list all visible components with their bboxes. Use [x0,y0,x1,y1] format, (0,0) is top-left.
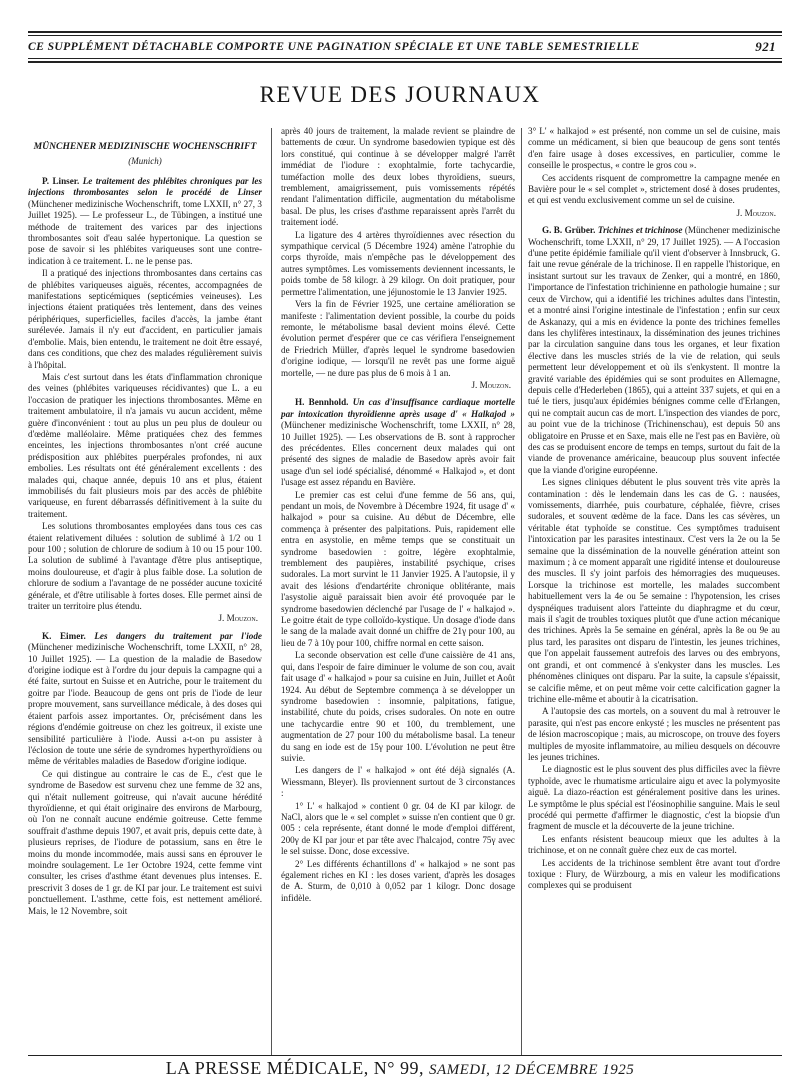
paragraph: Il a pratiqué des injections thrombosantes dans certains cas de phlébites variqueuses aiguës, récentes, accompagnées de manifestations septicémiques (septicémies veineuses). Les injections étaient pratiquées très lentement, dans des veines périphériques, superficielles, faciles d'accès, la jambe étant surélevée. Jamais il n'y eut d'accident, en particulier jamais d'embolie. Mais, bien entendu, le traitement ne doit être essayé, dans ces conditions, que chez des malades régulièrement suivis à l'hôpital. [28,268,262,370]
column-3 [528,126,780,893]
paragraph: Mais c'est surtout dans les états d'inflammation chronique des veines (phlébites variqueuses récidivantes) que L. a eu l'occasion de pratiquer les injections thrombosantes. Même en traitement ambulatoire, il n'a jamais vu aucun accident, même guère d'inconvénient : tout au plus un peu plus de douleur ou d'œdème malléolaire. Même pratiquées chez des femmes enceintes, les injections thrombosantes n'ont créé aucune prédisposition aux phlébites puerpérales profondes, ni aux embolies. Les résultats ont été généralement excellents : des malades qui, chaque année, depuis 10 ans et plus, étaient immobilisés du fait plusieurs mois par des accès de phlébite variqueuse, en furent débarrassés définitivement à la suite du traitement. [28,371,262,519]
article-title: Les dangers du traitement par l'iode [94,630,262,641]
running-header [28,40,782,56]
paragraph: Ces accidents risquent de compromettre la campagne menée en Bavière pour le « sel complet », strictement dosé à doses prudentes, et qui est vendu exclusivement comme un sel de cuisine. [528,172,780,206]
paragraph: Les enfants résistent beaucoup mieux que les adultes à la trichinose, et on ne connaît guère chez eux de cas mortel. [528,833,780,856]
article-author: H. Bennhold. [295,397,349,408]
article-signature: J. Mouzon. [736,207,776,218]
footer-date: SAMEDI, 12 DÉCEMBRE 1925 [428,1062,635,1078]
paragraph: A l'autopsie des cas mortels, on a souvent du mal à retrouver le parasite, qui n'est pas encore enkysté ; les muscles ne présentent pas de lésion macroscopique ; mais, au microscope, on trouve des foyers multiples de myosite inflammatoire, au milieu desquels on découvre les jeunes trichines. [528,706,780,762]
article-signature: J. Mouzon. [471,379,511,390]
article-author: P. Linser. [42,176,80,186]
paragraph: La seconde observation est celle d'une caissière de 41 ans, qui, dans l'espoir de faire diminuer le volume de son cou, avait fait usage d' « halkajod » pour sa cuisine en Juin, Juillet et Août 1924. Au début de Septembre commença à se développer un syndrome basedowien : insomnie, palpitations, fatigue, instabilité, chute du poids, crises sudorales. On note en outre une tachycardie entre 90 et 100, du tremblement, une augmentation de 27 pour 100 du métabolisme basal. La teneur du sang en iode est de 15γ pour 100. L'évolution ne peut être suivie. [281,650,515,763]
paragraph: après 40 jours de traitement, la malade revient se plaindre de battements de cœur. Un syndrome basedowien typique est dès lors constitué, qui continue à se développer malgré l'arrêt immédiat de l'iodure : exophtalmie, forte tachycardie, tuméfaction molle des deux lobes thyroïdiens, sueurs, tremblement, amaigrissement, puis vomissements répétés rendant l'alimentation difficile, augmentation du métabolisme basal. De plus, les crises d'asthme reparaissent après l'arrêt du traitement iodé. [281,126,515,228]
paragraph: Les signes cliniques débutent le plus souvent très vite après la contamination : dès le lendemain dans les cas de G. : nausées, vomissements, diarrhée, puis courbature, céphalée, fièvre, crises sudorales, et souvent œdème de la face. Dans les cas sévères, un véritable état typhoïde se constitue. Ces symptômes traduisent l'intoxication par les parasites intestinaux. C'est vers la 2e ou la 5e semaine que la dissémination de la nouvelle génération atteint son maximum ; à ce moment apparaît une rigidité intense et douloureuse des muscles. Il s'y joint parfois des hémorragies des muqueuses. Lorsque la trichinose est mortelle, les malades succombent habituellement vers la 4e ou 5e semaine : l'hypotension, les crises dyspnéiques traduisent alors l'atteinte du diaphragme et du cœur, mais il s'agit de troubles toxiques plutôt que d'une action mécanique des trichines. Après la 5e semaine en général, après la 8e ou 9e au plus tard, les parasites ont disparu de l'intestin, les jeunes trichines, que l'on appelait faussement autrefois des larves ou des embryons, ont grandi, et ont commencé à s'enkyster dans les muscles. Les phénomènes cliniques ont disparu. Par la suite, la capsule s'épaissit, se calcifie même, et on peut même voir cette calcification gagner la trichine elle-même et aboutir à la cicatrisation. [528,477,780,704]
paragraph: Les accidents de la trichinose semblent être avant tout d'ordre toxique : Flury, de Würzbourg, a mis en valeur les modifications complexes qui se produisent [528,857,780,891]
article-reference: (Münchener medizinische Wochenschrift, tome LXXII, n° 29, 17 Juillet 1925). — A l'occasion d'une petite épidémie familiale qu'il vient d'observer à Innsbruck, G. fait une revue générale de la trichinose. Il en rappelle l'historique, en insistant surtout sur les travaux de Zenker, qui a montré, en 1860, l'importance de l'infestation trichinienne en pathologie humaine ; sur ceux de Virchow, qui a identifié les trichines adultes dans l'intestin, et a montré ainsi l'origine intestinale de l'infestation ; enfin sur ceux de Askanazy, qui a mis en évidence la ponte des trichines femelles dans les chylifères intestinaux, la dissémination des jeunes trichines par la circulation sanguine dans tous les organes, et leur fixation élective dans les muscles striés de la vie de relation, qui seuls permettent leur développement et où ils s'enkystent. Il montre la gravité variable des épidémies qui se sont produites en Allemagne, depuis celle d'Hederleben (1865), qui a atteint 337 sujets, et qui en a tué le tiers, jusqu'aux épidémies bénignes comme celle d'Erlangen, qui ne comptait aucun cas de mort. L'inspection des viandes de porc, au point vue de la trichinose (Trichinenschau), est depuis 50 ans obligatoire en Prusse et en Saxe, mais elle ne l'est pas en Bavière, où des cas se produisent encore de temps en temps, surtout du fait de la viande de provenance américaine, beaucoup plus souvent infectée que la viande d'origine européenne. [528,225,781,475]
running-header-text: CE SUPPLÉMENT DÉTACHABLE COMPORTE UNE PAGINATION SPÉCIALE ET UNE TABLE SEMESTRIELLE [28,40,640,53]
column-1 [28,126,262,918]
header-rule-bottom [28,58,782,59]
section-title: REVUE DES JOURNAUX [259,82,541,107]
footer-rule [28,1055,782,1056]
column-divider-right [521,128,522,1056]
paragraph: La ligature des 4 artères thyroïdiennes avec résection du sympathique cervical (5 Décembre 1924) amène l'atrophie du corps thyroïde, mais n'empêche pas le développement des autres symptômes. Les vomissements deviennent incessants, le poids tombe de 58 kilogr. à 29 kilogr. On doit pratiquer, pour permettre l'alimentation, une jéjunostomie le 13 Janvier 1925. [281,229,515,297]
journal-name: MÜNCHENER MEDIZINISCHE WOCHENSCHRIFT [33,141,257,152]
paragraph: Vers la fin de Février 1925, une certaine amélioration se manifeste : l'alimentation devient possible, la courbe du poids remonte, le métabolisme basal devient moins élevé. Cette évolution permet d'espérer que ce cas vérifiera l'enseignement de Friedrich Müller, d'après lequel le syndrome basedowien d'origine iodique, — lorsqu'il ne revêt pas une forme aiguë mortelle, — ne dure pas plus de 6 mois à 1 an. [281,299,515,378]
journal-heading [28,140,262,168]
paragraph: Le diagnostic est le plus souvent des plus difficiles avec la fièvre typhoïde, avec le rhumatisme articulaire aigu et avec la polymyosite aiguë. La diazo-réaction est généralement positive dans les urines. Le symptôme le plus spécial est l'éosinophilie sanguine. Mais le seul procédé qui permette d'affirmer le diagnostic, c'est la biopsie d'un fragment de muscle et la découverte de la jeune trichine. [528,764,780,832]
paragraph: Les dangers de l' « halkajod » ont été déjà signalés (A. Wiessmann, Bleyer). Ils proviennent surtout de 3 circonstances : [281,765,515,799]
article-bennhold-intro [281,397,515,488]
paragraph: Le premier cas est celui d'une femme de 56 ans, qui, pendant un mois, de Novembre à Décembre 1924, fit usage d' « halkajod » pour sa cuisine. Au début de Décembre, elle commença à présenter des palpitations. Puis, rapidement elle entra en asystolie, en même temps que se constituait un syndrome basedowien : goitre, légère exophtalmie, tremblement des paupières, instabilité psychique, crises sudorales. La mort survint le 11 Janvier 1925. A l'autopsie, il y avait des lésions d'endartérite chronique oblitérante, mais l'asystolie aiguë paraissait bien avoir été provoquée par le syndrome basedowien déclenché par l'usage de l' « halkajod ». Le goitre était de type colloïdo-kystique. Un dosage d'iode dans le sang de la malade avait donné un chiffre de 21γ pour 100, au lieu de 7 à 10γ pour 100, chiffre normal en cette saison. [281,489,515,648]
article-title: Le traitement des phlébites chroniques par les injections thrombosantes selon le procédé de Linser [28,176,263,198]
footer-journal: LA PRESSE MÉDICALE, N° 99, [165,1058,424,1078]
paragraph: 3° L' « halkajod » est présenté, non comme un sel de cuisine, mais comme un médicament, si bien que beaucoup de gens sont tentés d'en faire usage à doses excessives, en particulier, comme le conseille le prospectus, « contre le gros cou ». [528,126,780,171]
paragraph: 1° L' « halkajod » contient 0 gr. 04 de KI par kilogr. de NaCl, alors que le « sel complet » suisse n'en contient que 0 gr. 005 : cela représente, étant donné le mode d'emploi différent, 200γ de KI par jour et par tête avec l'halcajod, contre 75γ avec le sel suisse. Donc, dose excessive. [281,800,515,857]
article-title: Trichines et trichinose [597,225,683,236]
paragraph: Ce qui distingue au contraire le cas de E., c'est que le syndrome de Basedow est survenu chez une femme de 32 ans, qui n'était nullement goitreuse, qui n'avait aucune hérédité thyroïdienne, et qui était originaire des environs de Marbourg, où l'on ne connaît aucune endémie goitreuse. Cette femme souffrait d'asthme depuis 1907, et avait pris, depuis cette date, à plusieurs reprises, de l'iodure de potassium, sans en être le moins du monde incommodée, mais aussi sans en éprouver le moindre soulagement. Le 1er Octobre 1924, cette femme vint consulter, les crises d'asthme étant devenues plus intenses. E. prescrivit 3 doses de 1 gr. de KI par jour. Le traitement est suivi ponctuellement. L'asthme, cette fois, est nettement amélioré. Mais, le 12 Novembre, soit [28,768,262,916]
article-reference: (Münchener medizinische Wochenschrift, tome LXXII, n° 27, 3 Juillet 1925). — Le professeur L., de Tübingen, a institué une méthode de traitement des varices par des injections thrombosantes soit d'eau salée hypertonique. La question se pose de savoir si les phlébites variqueuses sont une contre-indication à ce traitement. L. ne le pense pas. [28,198,262,266]
article-reference: (Münchener medizinische Wochenschrift, tome LXXII, n° 28, 10 Juillet 1925). — La question de la maladie de Basedow d'origine iodique est à l'ordre du jour depuis la campagne qui a été faite, surtout en Suisse et en Autriche, pour le traitement du goitre par l'iode. Beaucoup de gens ont pris de l'iode de leur propre mouvement, sans surveillance médicale, à des doses qui étaient parfois assez importantes. Or, précisément dans les régions d'endémie goitreuse on chez les goitreux, il existe une sensibilité particulière à l'iode. Aussi a-t-on pu assister à l'éclosion de toute une série de syndromes hyperthyroïdiens ou même de véritables maladies de Basedow d'origine iodique. [28,642,262,767]
paragraph: Les solutions thrombosantes employées dans tous ces cas étaient relativement diluées : solution de sublimé à 1/2 ou 1 pour 100 ; solution de chlorure de sodium à 10 ou 15 pour 100. La solution de sublimé à l'avantage d'être plus antiseptique, moins douloureuse, et d'agir à plus faible dose. La solution de chlorure de sodium a l'avantage de ne posséder aucune toxicité générale, et d'être utilisable à fortes doses. Elle permet ainsi de traiter un territoire plus étendu. [28,521,262,612]
article-author: G. B. Grüber. [542,225,596,236]
article-reference: (Münchener medizinische Wochenschrift, tome LXXII, n° 28, 10 Juillet 1925). — Les observations de B. sont à rapprocher des précédentes. Elles concernent deux malades qui ont présenté des signes de maladie de Basedow après avoir fait usage d'un sel iodé spécialisé, dénommé « Halkajod », et dont l'usage est assez répandu en Bavière. [281,420,515,488]
article-linser-intro [28,176,262,267]
journal-city: (Munich) [128,156,162,166]
paragraph: 2° Les différents échantillons d' « halkajod » ne sont pas également riches en KI : les doses varient, d'après les dosages de A. Sturm, de 0,010 à 0,052 par 1 kilogr. Donc dosage infidèle. [281,858,515,903]
header-rule-bottom-thick [28,61,782,63]
article-eimer-intro [28,631,262,768]
article-gruber-intro [528,225,780,476]
header-rule-top [28,31,782,33]
article-signature: J. Mouzon. [218,613,258,624]
article-title: Un cas d'insuffisance cardiaque mortelle par intoxication thyroïdienne après usage d' « Halkajod » [281,397,516,419]
column-2 [281,126,515,905]
article-author: K. Eimer. [42,630,86,641]
page-footer [0,1058,800,1079]
page-number: 921 [755,39,776,54]
column-divider-left [271,128,272,1056]
header-rule-top-thin [28,35,782,36]
